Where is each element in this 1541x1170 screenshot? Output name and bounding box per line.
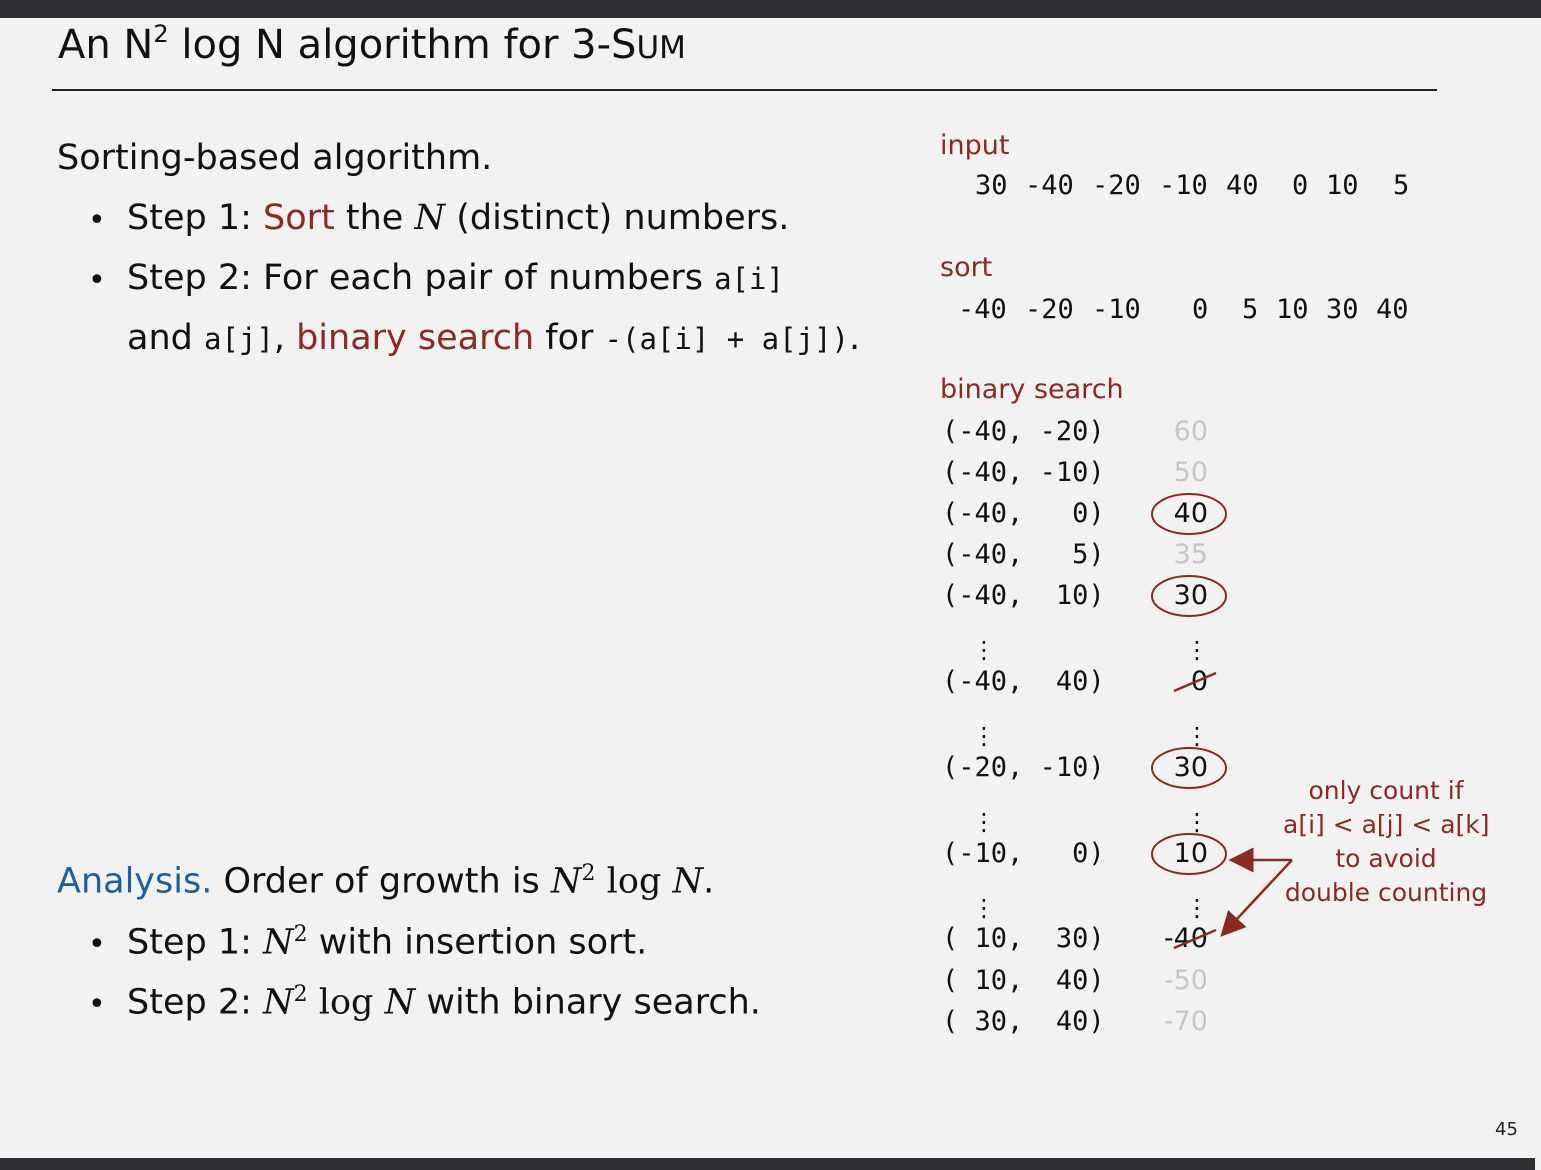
pair-label: (-20, -10): [942, 752, 1105, 783]
input-value: 5: [1393, 170, 1410, 201]
pair-label: (-40, 5): [942, 539, 1105, 570]
found-circle: [1152, 576, 1226, 616]
search-result: 60: [1173, 416, 1208, 447]
slide-edge: [1535, 18, 1541, 1170]
sorting-step2-line2: and a[j], binary search for -(a[i] + a[j]).: [127, 318, 861, 358]
input-value: 0: [1292, 170, 1309, 201]
sorted-value: -40: [958, 294, 1007, 325]
note-line: only count if: [1308, 776, 1464, 805]
ellipsis-mark: ⋮: [972, 808, 996, 836]
slide: [0, 18, 1535, 1158]
analysis-step2: Step 2: $N^2$ log N with binary search.: [127, 982, 761, 1023]
sorted-value: 0: [1192, 294, 1209, 325]
pair-label: (-40, 40): [942, 666, 1105, 697]
strike-mark: [1174, 673, 1216, 691]
sorted-value: 10: [1276, 294, 1309, 325]
pair-label: (-40, -20): [942, 416, 1105, 447]
bullet-dot: •: [88, 927, 106, 962]
found-circle: [1152, 494, 1226, 534]
ellipsis-mark: ⋮: [972, 636, 996, 664]
sorted-value: 5: [1242, 294, 1259, 325]
bullet-dot: •: [88, 263, 106, 298]
sorted-value: -20: [1025, 294, 1074, 325]
pair-label: (-10, 0): [942, 838, 1105, 869]
note-line: double counting: [1284, 878, 1488, 907]
search-result: -70: [1163, 1006, 1208, 1037]
strike-mark: [1174, 930, 1216, 948]
input-value: 40: [1226, 170, 1259, 201]
ellipsis-mark: ⋮: [972, 722, 996, 750]
ellipsis-mark: ⋮: [1185, 808, 1209, 836]
search-result: 35: [1173, 539, 1208, 570]
search-result: 40: [1173, 498, 1208, 529]
binary-search-label: binary search: [940, 374, 1124, 405]
sorted-value: -10: [1092, 294, 1141, 325]
pair-label: (-40, 10): [942, 580, 1105, 611]
sorting-step1: Step 1: Sort the N (distinct) numbers.: [127, 198, 790, 238]
search-result: 50: [1173, 457, 1208, 488]
note-line: to avoid: [1335, 844, 1437, 873]
sorted-value: 30: [1326, 294, 1359, 325]
note-arrow-lower: [1222, 860, 1292, 935]
slide-title: An $N^2$ log N algorithm for 3-SUM: [58, 20, 686, 68]
input-value: 10: [1326, 170, 1359, 201]
bullet-dot: •: [88, 203, 106, 238]
input-value: -20: [1092, 170, 1141, 201]
search-result: 30: [1173, 752, 1208, 783]
search-result: -40: [1163, 923, 1208, 954]
input-value: -10: [1159, 170, 1208, 201]
found-circle: [1152, 748, 1226, 788]
sorted-value: 40: [1376, 294, 1409, 325]
ellipsis-mark: ⋮: [1185, 636, 1209, 664]
note-line: a[i] < a[j] < a[k]: [1283, 810, 1490, 839]
search-result: -50: [1163, 965, 1208, 996]
search-result: 10: [1173, 838, 1208, 869]
pair-label: ( 10, 30): [942, 923, 1105, 954]
sorting-step2-line1: Step 2: For each pair of numbers a[i]: [127, 258, 784, 298]
search-result: 30: [1173, 580, 1208, 611]
input-value: 30: [975, 170, 1008, 201]
sort-label: sort: [940, 252, 993, 283]
bullet-dot: •: [88, 987, 106, 1022]
pair-label: (-40, -10): [942, 457, 1105, 488]
analysis-step1: Step 1: $N^2$ with insertion sort.: [127, 922, 648, 963]
ellipsis-mark: ⋮: [972, 894, 996, 922]
annotation-marks: [0, 18, 1535, 1158]
pair-label: ( 10, 40): [942, 965, 1105, 996]
found-circle: [1152, 834, 1226, 874]
input-value: -40: [1025, 170, 1074, 201]
pair-label: (-40, 0): [942, 498, 1105, 529]
input-label: input: [940, 130, 1010, 161]
search-result: 0: [1190, 666, 1208, 697]
pair-label: ( 30, 40): [942, 1006, 1105, 1037]
ellipsis-mark: ⋮: [1185, 722, 1209, 750]
ellipsis-mark: ⋮: [1185, 894, 1209, 922]
sorting-heading: Sorting-based algorithm.: [57, 138, 493, 178]
page-number: 45: [1495, 1119, 1518, 1140]
analysis-line: Analysis. Order of growth is $N^2$ log N.: [57, 861, 715, 902]
